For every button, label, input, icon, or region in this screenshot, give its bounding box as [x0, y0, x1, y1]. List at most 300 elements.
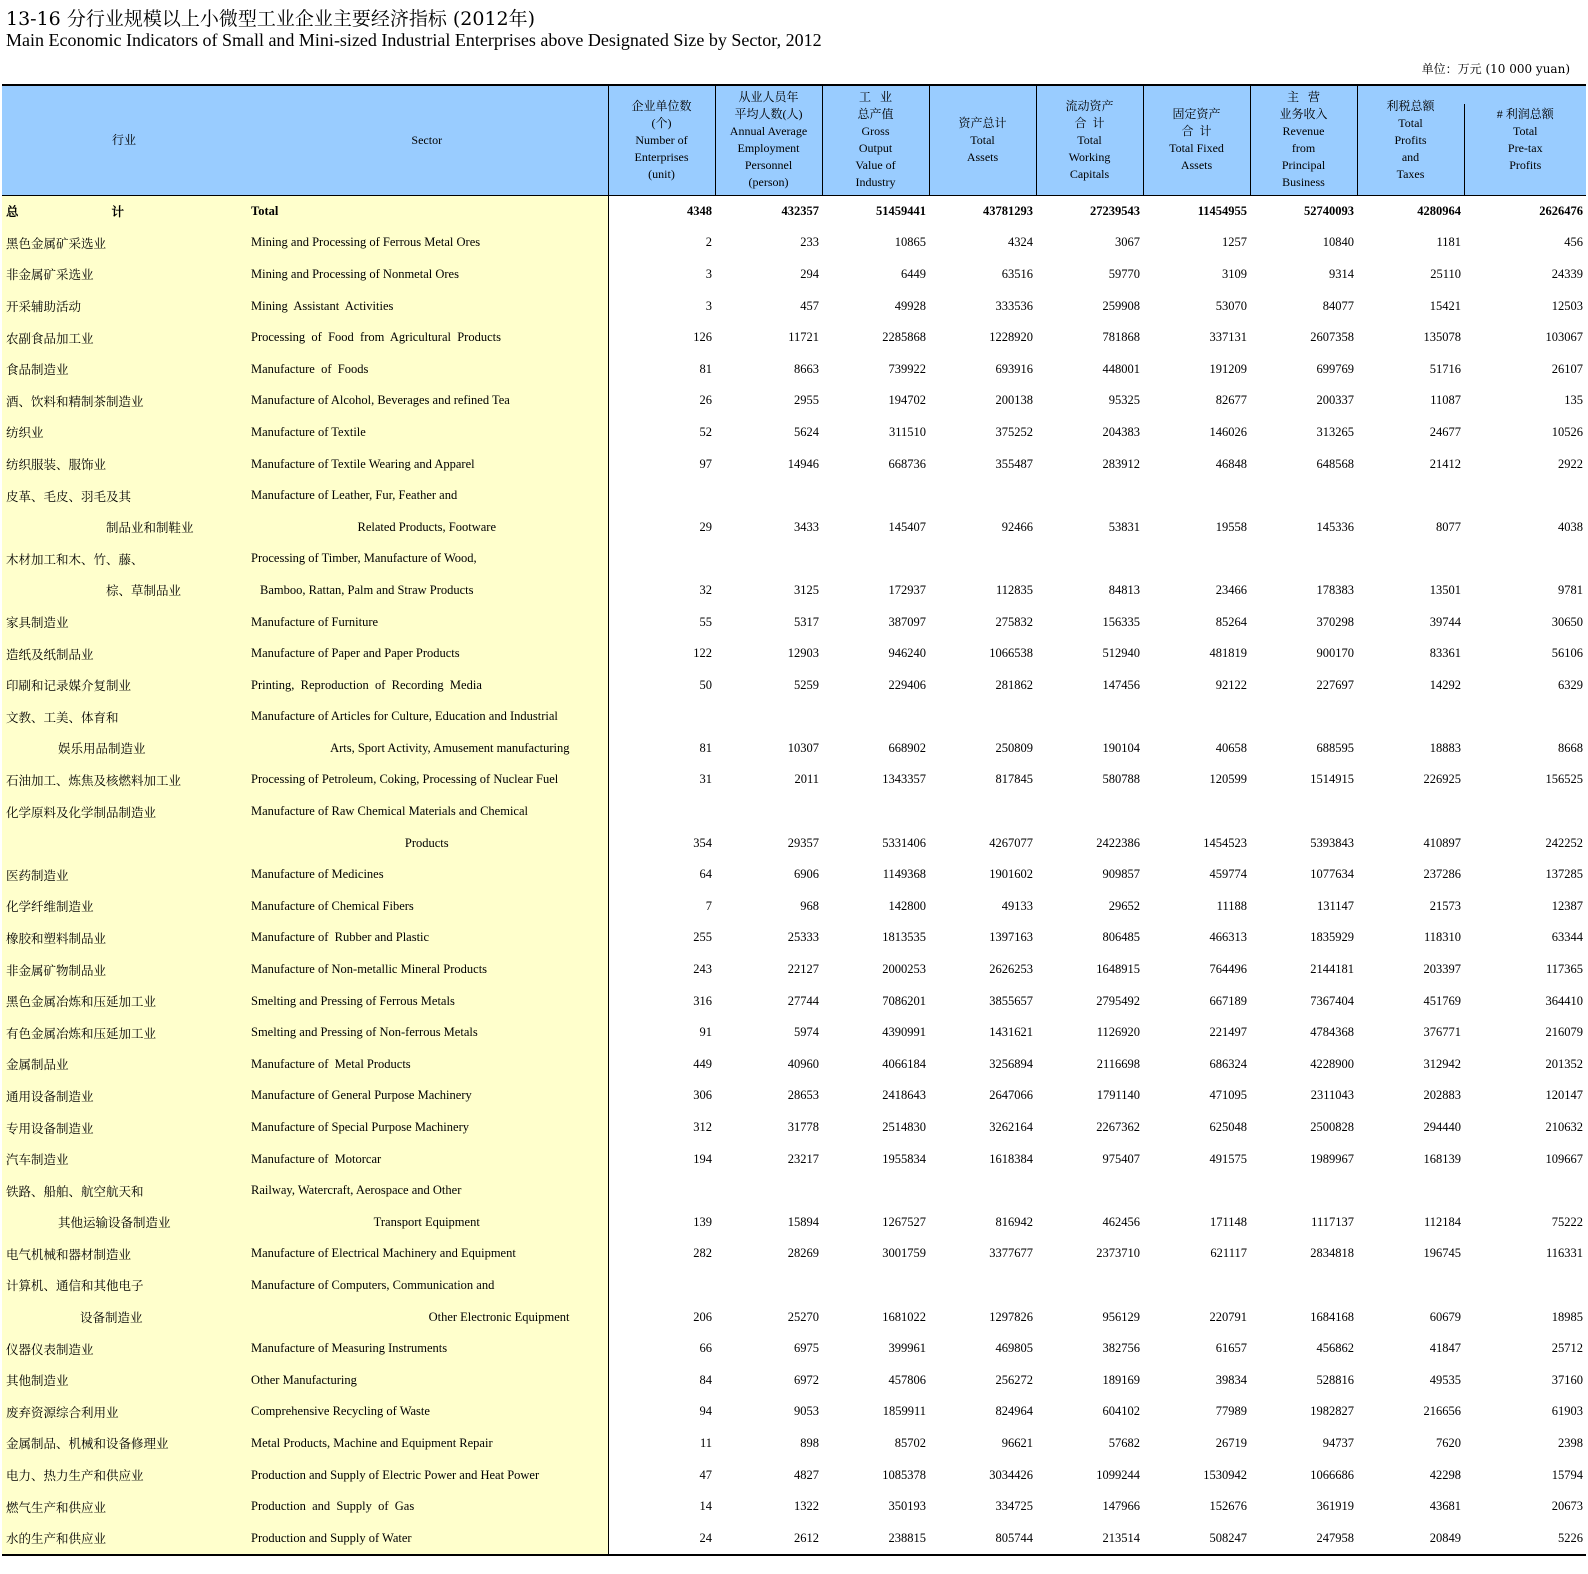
value-cell: 94 — [699, 1404, 712, 1419]
value-cell: 471095 — [1209, 1088, 1247, 1103]
value-cell: 1149368 — [882, 867, 926, 882]
sector-en-cell: Manufacture of General Purpose Machinery — [246, 1080, 608, 1112]
value-cell: 84077 — [1322, 298, 1354, 313]
value-cell: 1117137 — [1311, 1214, 1354, 1229]
industry-cn-cell: 其他制造业 — [2, 1364, 246, 1396]
value-cell: 8663 — [794, 361, 819, 376]
table-row — [2, 385, 1586, 417]
value-cell: 9314 — [1329, 266, 1354, 281]
value-cell: 83361 — [1429, 646, 1461, 661]
sector-en-cell: Manufacture of Textile — [246, 417, 608, 449]
header-line: Total Fixed — [1169, 141, 1224, 156]
value-cell: 1982827 — [1310, 1404, 1354, 1419]
sector-en-cell: Smelting and Pressing of Non-ferrous Metals — [246, 1017, 608, 1049]
value-cell: 7367404 — [1310, 993, 1354, 1008]
sector-en-cell: Production and Supply of Gas — [246, 1491, 608, 1523]
table-row — [2, 891, 1586, 923]
sector-en-cell: Production and Supply of Electric Power and Heat Power — [246, 1459, 608, 1491]
industry-cn-cell: 皮革、毛皮、羽毛及其 — [2, 480, 246, 512]
value-cell: 2626476 — [1539, 203, 1583, 218]
header-line: 固定资产 — [1172, 107, 1221, 122]
value-cell — [1357, 543, 1464, 575]
header-line: from — [1291, 141, 1316, 156]
sector-en-cell: Manufacture of Non-metallic Mineral Products — [246, 954, 608, 986]
value-cell: 14292 — [1429, 677, 1461, 692]
header-line: Pre-tax — [1507, 141, 1543, 156]
table-row — [2, 859, 1586, 891]
value-cell: 693916 — [995, 361, 1033, 376]
value-cell: 313265 — [1316, 424, 1354, 439]
value-cell: 2398 — [1558, 1435, 1583, 1450]
table-body — [2, 195, 1586, 1555]
value-cell: 1989967 — [1310, 1151, 1354, 1166]
sector-en-cell: Manufacture of Alcohol, Beverages and refined Tea — [246, 385, 608, 417]
value-cell — [715, 1175, 822, 1207]
value-cell: 306 — [693, 1088, 712, 1103]
value-cell: 242252 — [1545, 835, 1583, 850]
value-cell — [1250, 1270, 1357, 1302]
value-cell: 410897 — [1423, 835, 1461, 850]
value-cell: 3855657 — [989, 993, 1033, 1008]
value-cell: 1085378 — [882, 1467, 926, 1482]
value-cell: 5317 — [794, 614, 819, 629]
table-row — [2, 796, 1586, 828]
value-cell: 909857 — [1102, 867, 1140, 882]
value-cell: 15894 — [787, 1214, 819, 1229]
sector-en-cell: Manufacture of Measuring Instruments — [246, 1333, 608, 1365]
value-cell: 1066686 — [1310, 1467, 1354, 1482]
sector-en-cell: Printing, Reproduction of Recording Media — [246, 669, 608, 701]
industry-cn-cell: 水的生产和供应业 — [2, 1522, 246, 1555]
indicators-table — [2, 84, 1586, 1556]
value-cell: 122 — [693, 646, 712, 661]
header-line: 利税总额 — [1386, 98, 1435, 113]
table-row — [2, 1175, 1586, 1207]
value-cell: 91 — [699, 1025, 712, 1040]
sector-en-cell: Products — [246, 827, 608, 859]
value-cell: 621117 — [1210, 1246, 1247, 1261]
value-cell: 53831 — [1108, 519, 1140, 534]
value-cell: 196745 — [1423, 1246, 1461, 1261]
value-cell: 946240 — [888, 646, 926, 661]
industry-cn-cell: 非金属矿采选业 — [2, 259, 246, 291]
value-cell — [929, 1270, 1036, 1302]
industry-cn-cell: 医药制造业 — [2, 859, 246, 891]
value-cell: 8077 — [1436, 519, 1461, 534]
value-cell: 85264 — [1215, 614, 1247, 629]
value-cell: 13501 — [1429, 582, 1461, 597]
header-line: Personnel — [744, 158, 793, 173]
value-cell: 1343357 — [882, 772, 926, 787]
value-cell: 20849 — [1357, 1522, 1464, 1555]
header-line: Value of — [855, 158, 896, 173]
value-cell: 96621 — [1001, 1435, 1033, 1450]
value-cell — [929, 701, 1036, 733]
table-row — [2, 669, 1586, 701]
value-cell: 200138 — [995, 393, 1033, 408]
value-cell: 457 — [800, 298, 819, 313]
header-line: Working — [1068, 149, 1111, 164]
industry-cn-cell: 木材加工和木、竹、藤、 — [2, 543, 246, 575]
header-gross-output — [822, 85, 929, 195]
industry-cn-cell: 石油加工、炼焦及核燃料加工业 — [2, 764, 246, 796]
header-line: Business — [1282, 175, 1325, 190]
header-line: Output — [858, 141, 893, 156]
value-cell: 781868 — [1102, 330, 1140, 345]
value-cell — [1464, 796, 1586, 828]
sector-en-cell: Manufacture of Medicines — [246, 859, 608, 891]
value-cell: 449 — [693, 1056, 712, 1071]
value-cell: 4348 — [687, 203, 712, 218]
value-cell: 52 — [699, 424, 712, 439]
header-line: Principal — [1281, 158, 1326, 173]
sector-en-cell: Other Manufacturing — [246, 1364, 608, 1396]
table-row — [2, 638, 1586, 670]
value-cell: 39834 — [1215, 1372, 1247, 1387]
sector-en-cell: Manufacture of Special Purpose Machinery — [246, 1112, 608, 1144]
value-cell — [1250, 480, 1357, 512]
value-cell: 247958 — [1250, 1522, 1357, 1555]
value-cell: 1066538 — [989, 646, 1033, 661]
value-cell: 1181 — [1436, 235, 1461, 250]
value-cell — [608, 1270, 715, 1302]
value-cell: 42298 — [1429, 1467, 1461, 1482]
table-row — [2, 1112, 1586, 1144]
value-cell: 11454955 — [1197, 203, 1247, 218]
value-cell: 764496 — [1209, 962, 1247, 977]
sector-en-cell: Manufacture of Foods — [246, 353, 608, 385]
value-cell: 491575 — [1209, 1151, 1247, 1166]
value-cell: 204383 — [1102, 424, 1140, 439]
industry-cn-cell: 其他运输设备制造业 — [2, 1207, 246, 1239]
value-cell: 43781293 — [983, 203, 1033, 218]
value-cell — [822, 701, 929, 733]
value-cell: 3109 — [1222, 266, 1247, 281]
value-cell: 4267077 — [989, 835, 1033, 850]
value-cell: 1454523 — [1203, 835, 1247, 850]
value-cell: 1397163 — [989, 930, 1033, 945]
value-cell: 66 — [699, 1341, 712, 1356]
value-cell: 817845 — [995, 772, 1033, 787]
value-cell: 364410 — [1545, 993, 1583, 1008]
value-cell: 103067 — [1545, 330, 1583, 345]
value-cell — [608, 796, 715, 828]
header-industry-cn: 行业 — [2, 85, 246, 195]
header-line: 合 计 — [1181, 124, 1212, 139]
value-cell: 145407 — [888, 519, 926, 534]
value-cell: 2116698 — [1096, 1056, 1140, 1071]
value-cell: 18883 — [1429, 740, 1461, 755]
value-cell: 85702 — [894, 1435, 926, 1450]
value-cell: 84813 — [1108, 582, 1140, 597]
header-line: Total — [970, 132, 995, 147]
value-cell: 51459441 — [876, 203, 926, 218]
value-cell — [1464, 701, 1586, 733]
value-cell: 668902 — [888, 740, 926, 755]
value-cell: 12503 — [1551, 298, 1583, 313]
value-cell: 63516 — [1001, 266, 1033, 281]
value-cell: 312 — [693, 1120, 712, 1135]
value-cell: 189169 — [1102, 1372, 1140, 1387]
value-cell: 226925 — [1423, 772, 1461, 787]
value-cell: 1618384 — [989, 1151, 1033, 1166]
value-cell: 4324 — [1008, 235, 1033, 250]
value-cell: 92122 — [1215, 677, 1247, 692]
value-cell: 178383 — [1316, 582, 1354, 597]
unit-note: 单位：万元 (10 000 yuan) — [1421, 62, 1570, 76]
value-cell: 2647066 — [989, 1088, 1033, 1103]
industry-cn-cell: 电气机械和器材制造业 — [2, 1238, 246, 1270]
value-cell: 22127 — [787, 962, 819, 977]
value-cell: 824964 — [995, 1404, 1033, 1419]
value-cell: 61657 — [1215, 1341, 1247, 1356]
value-cell: 2626253 — [989, 962, 1033, 977]
value-cell: 52740093 — [1304, 203, 1354, 218]
industry-cn-cell: 棕、草制品业 — [2, 575, 246, 607]
value-cell: 171148 — [1209, 1214, 1247, 1229]
sector-en-cell: Manufacture of Rubber and Plastic — [246, 922, 608, 954]
value-cell — [929, 543, 1036, 575]
value-cell: 29 — [699, 519, 712, 534]
value-cell: 334725 — [995, 1499, 1033, 1514]
value-cell: 686324 — [1209, 1056, 1247, 1071]
sector-en-cell: Railway, Watercraft, Aerospace and Other — [246, 1175, 608, 1207]
value-cell: 1813535 — [882, 930, 926, 945]
value-cell: 29652 — [1108, 898, 1140, 913]
value-cell: 15421 — [1429, 298, 1461, 313]
value-cell: 2612 — [715, 1522, 822, 1555]
value-cell: 112835 — [995, 582, 1033, 597]
value-cell: 382756 — [1102, 1341, 1140, 1356]
value-cell: 456862 — [1316, 1341, 1354, 1356]
header-line: 业务收入 — [1279, 107, 1328, 122]
table-row — [2, 1333, 1586, 1365]
value-cell: 26 — [699, 393, 712, 408]
value-cell: 135078 — [1423, 330, 1461, 345]
value-cell: 9053 — [794, 1404, 819, 1419]
value-cell — [1036, 796, 1143, 828]
value-cell: 3 — [705, 298, 712, 313]
value-cell — [1357, 480, 1464, 512]
value-cell: 956129 — [1102, 1309, 1140, 1324]
value-cell: 206 — [693, 1309, 712, 1324]
value-cell: 316 — [693, 993, 712, 1008]
industry-cn-cell: 农副食品加工业 — [2, 322, 246, 354]
value-cell: 10307 — [787, 740, 819, 755]
value-cell: 2373710 — [1096, 1246, 1140, 1261]
value-cell: 31778 — [787, 1120, 819, 1135]
header-line: Total — [1077, 132, 1102, 147]
value-cell: 77989 — [1215, 1404, 1247, 1419]
table-row — [2, 480, 1586, 512]
value-cell: 23217 — [787, 1151, 819, 1166]
header-line: Gross — [861, 124, 890, 139]
value-cell: 387097 — [888, 614, 926, 629]
value-cell: 2 — [705, 235, 712, 250]
value-cell: 21573 — [1429, 898, 1461, 913]
sector-en-cell: Processing of Timber, Manufacture of Wood, — [246, 543, 608, 575]
header-line: Total — [1398, 115, 1423, 130]
value-cell: 139 — [693, 1214, 712, 1229]
value-cell: 43681 — [1429, 1499, 1461, 1514]
value-cell: 20673 — [1551, 1499, 1583, 1514]
header-pretax-profits — [1464, 85, 1586, 195]
header-line: Number of — [635, 132, 688, 147]
value-cell — [1143, 701, 1250, 733]
value-cell: 256272 — [995, 1372, 1033, 1387]
sector-en-cell: Comprehensive Recycling of Waste — [246, 1396, 608, 1428]
value-cell: 466313 — [1209, 930, 1247, 945]
value-cell: 1514915 — [1310, 772, 1354, 787]
header-line: Annual Average — [729, 124, 808, 139]
value-cell: 1099244 — [1096, 1467, 1140, 1482]
table-row — [2, 1522, 1586, 1555]
sector-en-cell: Related Products, Footware — [246, 511, 608, 543]
header-line: (person) — [748, 175, 789, 190]
sector-en-cell: Manufacture of Raw Chemical Materials and Chemical — [246, 796, 608, 828]
header-line: 主 营 — [1286, 90, 1320, 105]
value-cell: 116331 — [1545, 1246, 1583, 1261]
value-cell: 156525 — [1545, 772, 1583, 787]
value-cell: 147456 — [1102, 677, 1140, 692]
value-cell: 233 — [800, 235, 819, 250]
value-cell: 24 — [608, 1522, 715, 1555]
sector-en-cell: Manufacture of Furniture — [246, 606, 608, 638]
value-cell: 5624 — [794, 424, 819, 439]
value-cell: 202883 — [1423, 1088, 1461, 1103]
value-cell: 190104 — [1102, 740, 1140, 755]
header-line: 流动资产 — [1065, 98, 1114, 113]
header-line: Taxes — [1396, 166, 1425, 181]
value-cell: 40658 — [1215, 740, 1247, 755]
value-cell: 432357 — [781, 203, 819, 218]
value-cell: 172937 — [888, 582, 926, 597]
sector-en-cell: Transport Equipment — [246, 1207, 608, 1239]
sector-en-cell: Manufacture of Chemical Fibers — [246, 891, 608, 923]
value-cell: 1228920 — [989, 330, 1033, 345]
value-cell: 81 — [699, 740, 712, 755]
value-cell: 3256894 — [989, 1056, 1033, 1071]
value-cell: 216079 — [1545, 1025, 1583, 1040]
value-cell: 31 — [699, 772, 712, 787]
value-cell: 201352 — [1545, 1056, 1583, 1071]
header-line: Assets — [1180, 158, 1213, 173]
table-row — [2, 1049, 1586, 1081]
value-cell: 24339 — [1551, 266, 1583, 281]
value-cell: 95325 — [1108, 393, 1140, 408]
value-cell: 81 — [699, 361, 712, 376]
header-line: Total — [1513, 124, 1538, 139]
sector-en-cell: Manufacture of Paper and Paper Products — [246, 638, 608, 670]
value-cell — [1143, 796, 1250, 828]
value-cell: 816942 — [995, 1214, 1033, 1229]
industry-cn-cell: 纺织服装、服饰业 — [2, 448, 246, 480]
header-line: 总产值 — [857, 107, 894, 122]
header-line: 从业人员年 — [738, 90, 799, 105]
value-cell: 4784368 — [1310, 1025, 1354, 1040]
header-line: Assets — [966, 149, 999, 164]
industry-cn-cell — [2, 827, 246, 859]
value-cell: 49535 — [1429, 1372, 1461, 1387]
value-cell: 194702 — [888, 393, 926, 408]
value-cell: 27239543 — [1090, 203, 1140, 218]
industry-cn-cell: 橡胶和塑料制品业 — [2, 922, 246, 954]
header-line: (unit) — [648, 166, 675, 181]
value-cell: 1681022 — [882, 1309, 926, 1324]
header-line: 工 业 — [858, 90, 892, 105]
value-cell — [822, 796, 929, 828]
value-cell: 5331406 — [882, 835, 926, 850]
value-cell — [1036, 701, 1143, 733]
header-line: # 利润总额 — [1496, 107, 1554, 122]
value-cell — [822, 1270, 929, 1302]
value-cell: 739922 — [888, 361, 926, 376]
industry-cn-cell: 化学原料及化学制品制造业 — [2, 796, 246, 828]
value-cell: 3377677 — [989, 1246, 1033, 1261]
value-cell: 508247 — [1143, 1522, 1250, 1555]
sector-en-cell: Manufacture of Textile Wearing and Apparel — [246, 448, 608, 480]
value-cell: 1257 — [1222, 235, 1247, 250]
value-cell: 2422386 — [1096, 835, 1140, 850]
value-cell — [1143, 543, 1250, 575]
value-cell: 668736 — [888, 456, 926, 471]
value-cell — [1250, 796, 1357, 828]
value-cell: 2011 — [794, 772, 819, 787]
table-row — [2, 259, 1586, 291]
industry-cn-cell: 有色金属冶炼和压延加工业 — [2, 1017, 246, 1049]
value-cell: 1684168 — [1310, 1309, 1354, 1324]
value-cell: 2607358 — [1310, 330, 1354, 345]
value-cell: 2955 — [794, 393, 819, 408]
value-cell: 900170 — [1316, 646, 1354, 661]
value-cell: 2144181 — [1310, 962, 1354, 977]
value-cell: 137285 — [1545, 867, 1583, 882]
value-cell: 354 — [693, 835, 712, 850]
value-cell: 7620 — [1436, 1435, 1461, 1450]
value-cell — [1250, 543, 1357, 575]
value-cell: 10865 — [894, 235, 926, 250]
value-cell: 4066184 — [882, 1056, 926, 1071]
table-row — [2, 954, 1586, 986]
value-cell: 350193 — [888, 1499, 926, 1514]
value-cell: 6329 — [1558, 677, 1583, 692]
industry-cn-cell: 金属制品、机械和设备修理业 — [2, 1428, 246, 1460]
sector-en-cell: Production and Supply of Water — [246, 1522, 608, 1555]
value-cell: 469805 — [995, 1341, 1033, 1356]
industry-cn-cell: 纺织业 — [2, 417, 246, 449]
value-cell: 448001 — [1102, 361, 1140, 376]
industry-cn-cell: 汽车制造业 — [2, 1143, 246, 1175]
table-row — [2, 1143, 1586, 1175]
value-cell — [1464, 543, 1586, 575]
value-cell: 2795492 — [1096, 993, 1140, 1008]
value-cell: 667189 — [1209, 993, 1247, 1008]
value-cell: 210632 — [1545, 1120, 1583, 1135]
value-cell: 1648915 — [1096, 962, 1140, 977]
value-cell — [1036, 1175, 1143, 1207]
value-cell — [1357, 796, 1464, 828]
value-cell — [1143, 480, 1250, 512]
value-cell: 250809 — [995, 740, 1033, 755]
value-cell: 18985 — [1551, 1309, 1583, 1324]
industry-cn-cell: 燃气生产和供应业 — [2, 1491, 246, 1523]
value-cell: 92466 — [1001, 519, 1033, 534]
table-row — [2, 1270, 1586, 1302]
value-cell — [715, 1270, 822, 1302]
value-cell: 2311043 — [1310, 1088, 1354, 1103]
value-cell: 481819 — [1209, 646, 1247, 661]
table-row — [2, 227, 1586, 259]
